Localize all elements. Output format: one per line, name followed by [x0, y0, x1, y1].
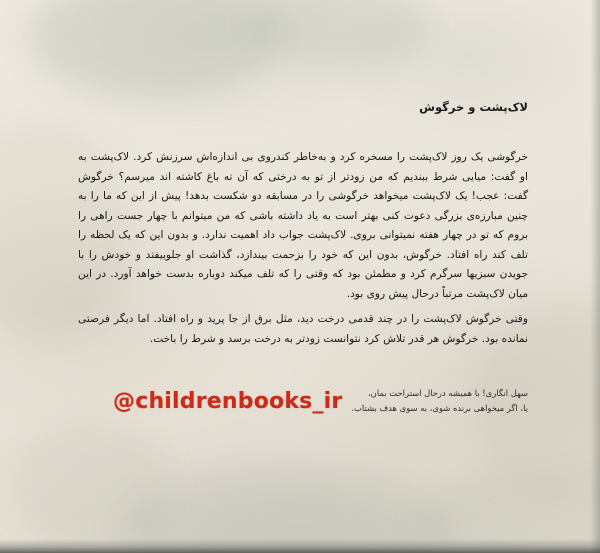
story-moral-line: یا، اگر میخواهی برنده شوی، به سوی هدف بشتاب.: [351, 403, 528, 413]
paper-stain: [250, 0, 430, 70]
story-title: لاک‌پشت و خرگوش: [419, 100, 528, 114]
page-right-shadow: [590, 0, 600, 553]
page-bottom-shadow: [0, 539, 600, 553]
story-paragraph: وقتی خرگوش لاک‌پشت را در چند قدمی درخت دید، مثل برق از جا پرید و راه افتاد. اما دیگر فرصتی نمانده بود. خرگوش هر قدر تلاش کرد نتوانست زودتر به درخت برسد و شرط را باخت.: [78, 313, 528, 345]
story-paragraph: خرگوشی یک روز لاک‌پشت را مسخره کرد و به‌خاطر کندروی بی اندازه‌اش سرزنش کرد. لاک‌پشت به او گفت: میایی شرط ببندیم که من زودتر از تو به درختی که آن ته باغ کاشته اند میرسم؟ خرگوش گفت: عجب! یک لاک‌پشت میخواهد خرگوشی را در مسابقه دو شکست بدهد! پیش از این که ما را به چنین مبارزه‌ی بزرگی دعوت کنی بهتر است به یاد داشته باشی که من میتوانم با چهار جست راهی را بروم که تو در چهار هفته نمیتوانی بروی. لاک‌پشت جواب داد اهمیت ندارد. و بدون این که یک لحظه را تلف کند راه افتاد. خرگوش، بدون این که خود را بزحمت بیندازد، گذاشت او جلوبیفتد و خودش را با جویدن سبزیها سرگرم کرد و مطمئن بود که وقتی را که تلف میکند دوباره بدست خواهد آورد. در این میان لاک‌پشت مرتباً درحال پیش روی بود.: [78, 151, 528, 300]
watermark-handle: @childrenbooks_ir: [113, 389, 343, 414]
story-moral-line: سهل انگاری! با همیشه درحال استراحت بمان،: [367, 388, 528, 398]
story-moral: [318, 386, 528, 416]
story-body: [78, 148, 528, 349]
paper-stain: [30, 0, 280, 100]
paper-stain: [10, 420, 170, 550]
